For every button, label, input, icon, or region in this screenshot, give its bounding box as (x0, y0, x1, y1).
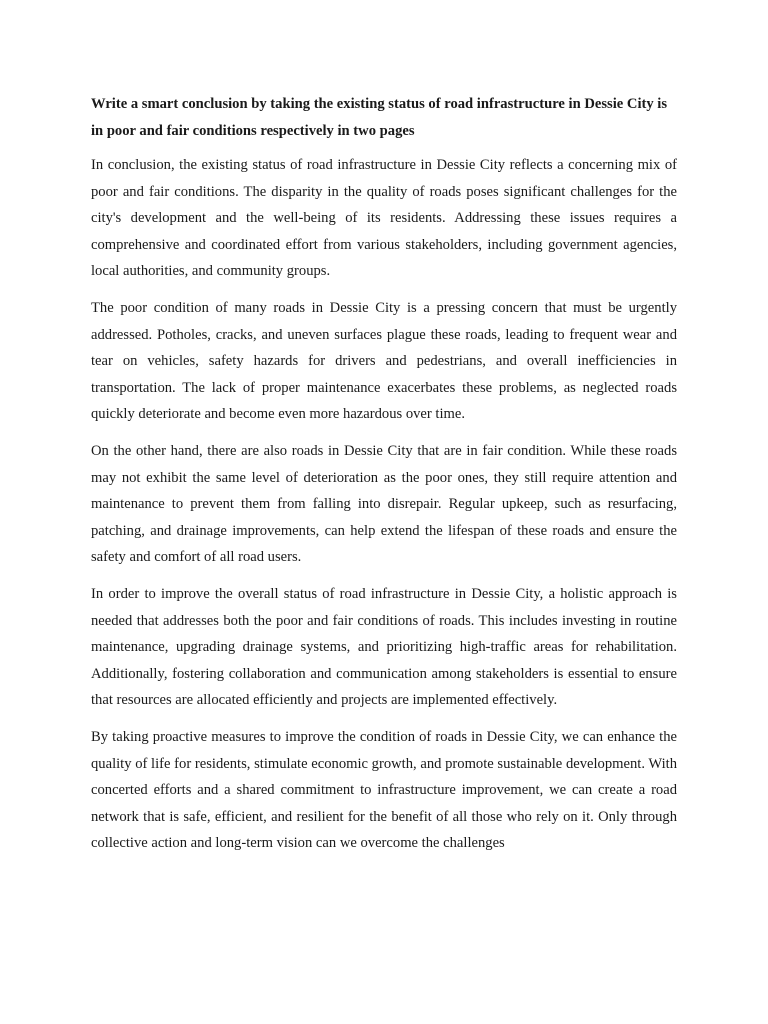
paragraph-holistic-approach: In order to improve the overall status of road infrastructure in Dessie City, a holistic approach is needed that addresses both the poor and fair conditions of roads. This includes investing in routine maintenance, upgrading drainage systems, and prioritizing high-traffic areas for rehabilitation. Additionally, fostering collaboration and communication among stakeholders is essential to ensure that resources are allocated efficiently and projects are implemented effectively. (91, 586, 677, 708)
paragraph-fair-condition: On the other hand, there are also roads in Dessie City that are in fair condition. While these roads may not exhibit the same level of deterioration as the poor ones, they still require attention and maintenance to prevent them from falling into disrepair. Regular upkeep, such as resurfacing, patching, and drainage improvements, can help extend the lifespan of these roads and ensure the safety and comfort of all road users. (91, 443, 677, 565)
paragraph-poor-condition: The poor condition of many roads in Dessie City is a pressing concern that must be urgently addressed. Potholes, cracks, and uneven surfaces plague these roads, leading to frequent wear and tear on vehicles, safety hazards for drivers and pedestrians, and overall inefficiencies in transportation. The lack of proper maintenance exacerbates these problems, as neglected roads quickly deteriorate and become even more hazardous over time. (91, 300, 677, 422)
paragraph-conclusion-intro: In conclusion, the existing status of road infrastructure in Dessie City reflects a concerning mix of poor and fair conditions. The disparity in the quality of roads poses significant challenges for the city's development and the well-being of its residents. Addressing these issues requires a comprehensive and coordinated effort from various stakeholders, including government agencies, local authorities, and community groups. (91, 157, 677, 279)
document-body (91, 91, 677, 867)
document-heading: Write a smart conclusion by taking the existing status of road infrastructure in Dessie City is in poor and fair conditions respectively in two pages (91, 96, 668, 139)
paragraph-proactive-measures: By taking proactive measures to improve the condition of roads in Dessie City, we can enhance the quality of life for residents, stimulate economic growth, and promote sustainable development. With concerted efforts and a shared commitment to infrastructure improvement, we can create a road network that is safe, efficient, and resilient for the benefit of all those who rely on it. Only through collective action and long-term vision can we overcome the challenges (91, 729, 677, 851)
